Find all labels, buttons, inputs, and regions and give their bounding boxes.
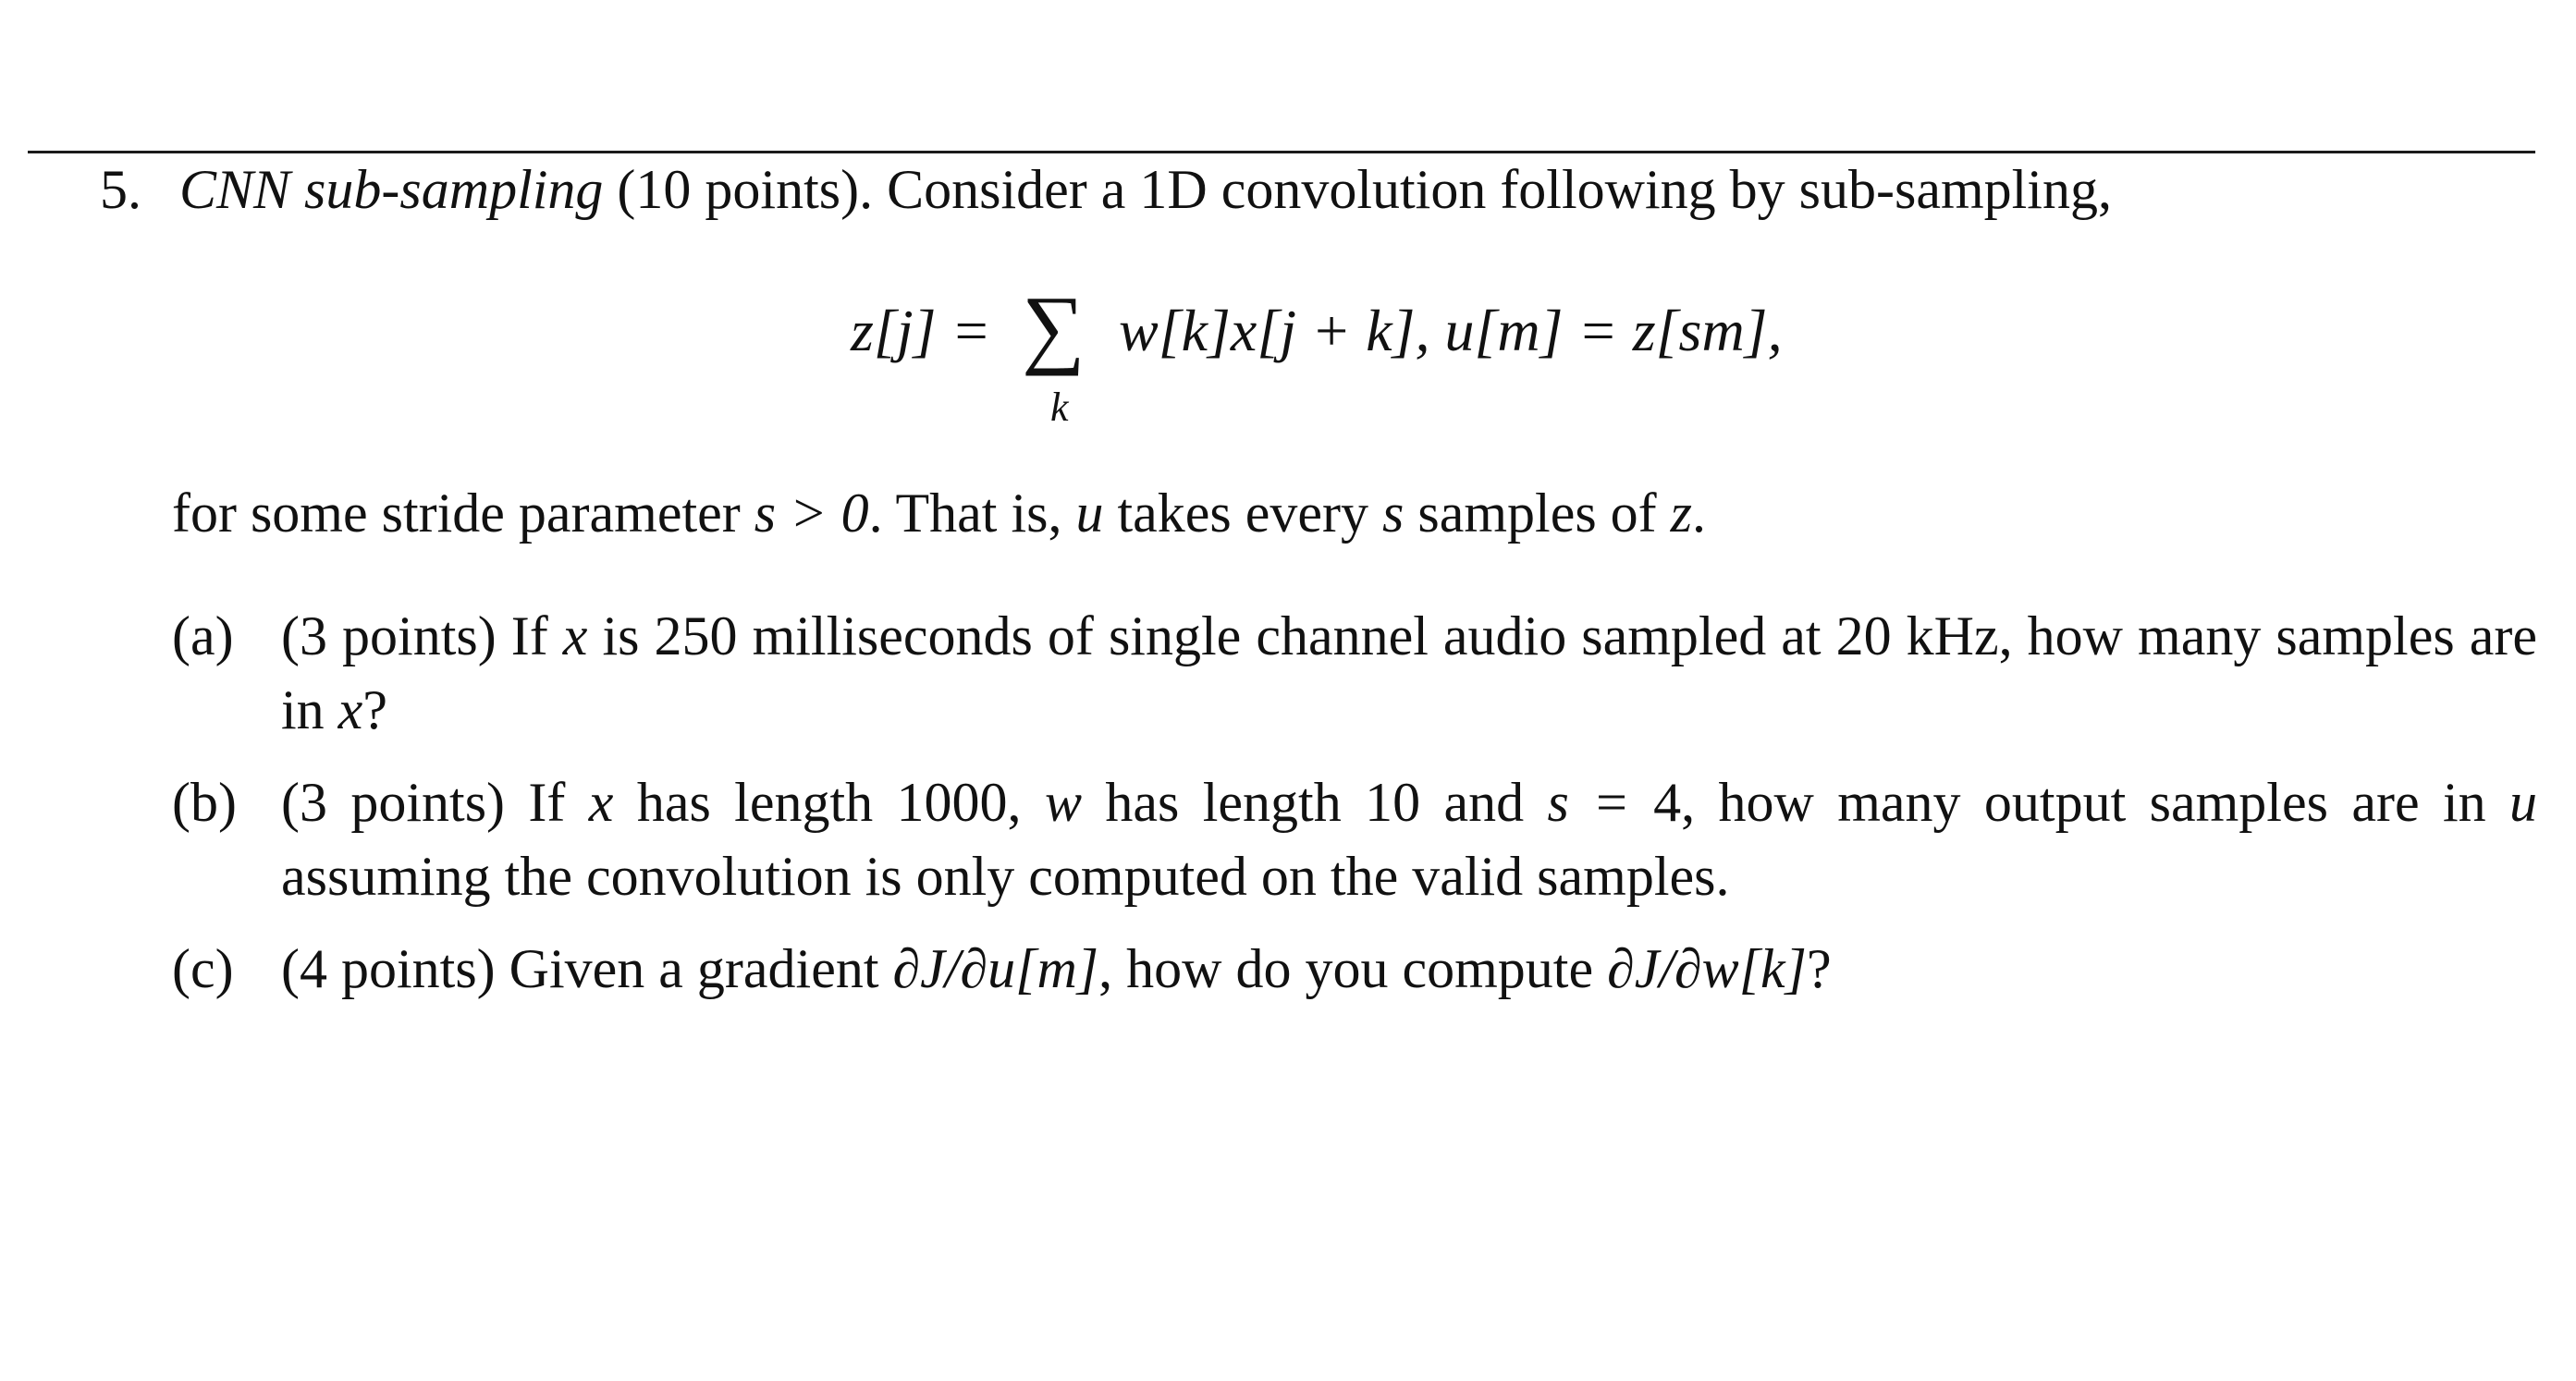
stride-var-s: s [1382,483,1405,544]
stride-text-2: . That is, [868,483,1062,544]
part-b-text [281,765,2537,913]
part-c-expr-dj-dw: ∂J/∂w[k] [1607,938,1808,999]
summation-symbol: ∑ [1022,277,1086,376]
part-c-text-1: (4 points) Given a gradient [281,938,879,999]
top-rule [28,151,2535,153]
equation-body: w[k]x[j + k], u[m] = z[sm], [1119,298,1783,363]
question-header [100,157,2112,222]
display-equation [851,277,1868,433]
part-b-var-x: x [588,772,614,833]
question-title: CNN sub-sampling [179,159,604,220]
part-b-text-4: 4, how many output samples are in [1653,772,2486,833]
part-c-label: (c) [172,938,234,999]
part-a-text-1: (3 points) If [281,605,548,666]
part-b-text-5: assuming the convolution is only computed on the valid samples. [281,846,1730,907]
summation-index: k [1050,385,1069,430]
part-b-text-3: has length 10 and [1105,772,1525,833]
part-c-text-2: , how do you compute [1098,938,1594,999]
part-b-text-1: (3 points) If [281,772,566,833]
question-number: 5. [100,159,141,220]
part-b-var-s: s = [1547,772,1654,833]
stride-var-z: z [1670,483,1693,544]
stride-text-end: . [1692,483,1707,544]
part-b-var-u: u [2509,772,2538,833]
part-a-text [281,599,2537,747]
stride-text-3: takes every [1117,483,1369,544]
part-a-text-3: ? [362,679,387,740]
part-b-label: (b) [172,772,237,833]
equation-lhs: z[j] = [851,298,991,363]
stride-text-1: for some stride parameter [172,483,741,544]
part-b-text-2: has length 1000, [636,772,1022,833]
question-points: (10 points). [617,159,874,220]
stride-text-4: samples of [1417,483,1657,544]
stride-condition: s > 0 [754,483,869,544]
question-intro: Consider a 1D convolution following by sub-sampling, [887,159,2112,220]
part-c-text-3: ? [1807,938,1832,999]
part-a-var-x-2: x [337,679,363,740]
part-b-var-w: w [1044,772,1082,833]
part-a-label: (a) [172,605,234,666]
stride-description [172,481,1706,545]
part-a-text-2: is 250 milliseconds of single channel audio sampled at 20 kHz, how many samples are in [281,605,2537,740]
part-a-var-x: x [562,605,588,666]
part-c-expr-dj-du: ∂J/∂u[m] [892,938,1099,999]
stride-var-u: u [1075,483,1104,544]
part-c-text [281,932,2537,1006]
